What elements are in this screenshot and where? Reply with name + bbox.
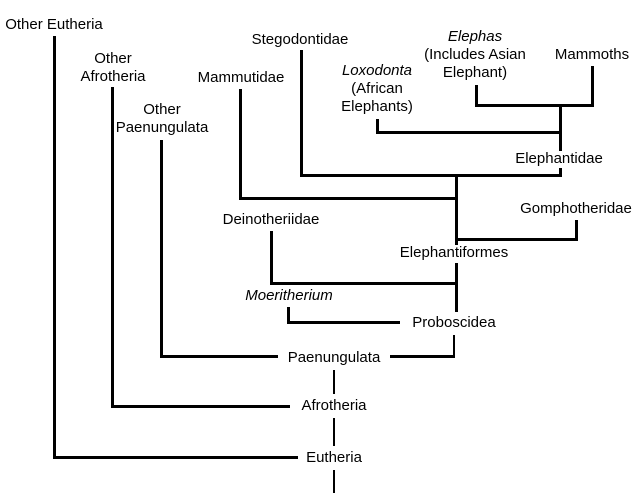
branch-afrotheria-stem <box>333 418 335 446</box>
label-other-paenungulata-text: Other <box>143 101 181 118</box>
label-gomphotheridae <box>520 200 632 218</box>
label-gomphotheridae-text: Gomphotheridae <box>520 200 632 217</box>
branch-stegodontidae <box>300 50 303 177</box>
label-elephas <box>424 28 526 82</box>
label-elephas-text: Elephant) <box>442 64 508 81</box>
branch-other-paenungulata <box>160 140 163 358</box>
label-eutheria <box>306 449 362 467</box>
label-other-afrotheria-text: Other <box>94 50 132 67</box>
connector-deinotheriidae-join <box>270 282 458 285</box>
label-other-eutheria-text: Other Eutheria <box>5 16 103 33</box>
label-afrotheria-text: Afrotheria <box>301 397 367 414</box>
label-afrotheria <box>301 397 366 415</box>
label-loxodonta-text: Elephants) <box>341 98 413 115</box>
label-moeritherium <box>245 287 333 305</box>
label-elephantidae-text: Elephantidae <box>515 150 603 167</box>
connector-afrotheria <box>111 405 290 408</box>
branch-elephantidae-crown <box>559 104 562 151</box>
label-deinotheriidae-text: Deinotheriidae <box>222 211 320 228</box>
label-elephantiformes-text: Elephantiformes <box>399 244 509 261</box>
label-proboscidea <box>412 314 495 332</box>
label-moeritherium-text: Moeritherium <box>245 287 333 304</box>
branch-other-afrotheria <box>111 87 114 408</box>
label-other-paenungulata-text: Paenungulata <box>115 119 209 136</box>
label-mammoths-text: Mammoths <box>554 46 630 63</box>
label-elephas-text: (Includes Asian <box>424 46 526 63</box>
branch-other-eutheria <box>53 36 56 459</box>
label-mammoths <box>555 46 629 64</box>
label-paenungulata-text: Paenungulata <box>287 349 381 366</box>
label-stegodontidae <box>252 31 349 49</box>
connector-elephas-mammoths <box>475 104 594 107</box>
connector-moeritherium-proboscidea <box>287 321 400 324</box>
branch-mammutidae <box>239 89 242 200</box>
branch-deinotheriidae <box>270 231 273 285</box>
label-mammutidae-text: Mammutidae <box>197 69 285 86</box>
connector-eutheria <box>53 456 298 459</box>
label-mammutidae <box>198 69 285 87</box>
label-other-afrotheria-text: Afrotheria <box>80 68 146 85</box>
connector-gomphotheridae-join <box>455 238 578 241</box>
label-loxodonta-text: Loxodonta <box>341 62 413 79</box>
connector-loxodonta-join <box>376 131 562 134</box>
connector-paenungulata-left <box>160 355 278 358</box>
label-proboscidea-text: Proboscidea <box>412 314 496 331</box>
branch-elephantimorpha-stem <box>455 174 458 245</box>
connector-stegodontidae-elephantidae <box>300 174 562 177</box>
label-loxodonta-text: (African <box>351 80 403 97</box>
label-other-afrotheria <box>80 50 145 86</box>
connector-paenungulata-right <box>390 355 455 358</box>
branch-eutheria-root <box>333 470 335 493</box>
label-deinotheriidae <box>223 211 320 229</box>
label-elephantiformes <box>400 244 508 262</box>
label-elephantidae <box>515 150 603 168</box>
branch-elephantiformes-stem <box>455 263 458 312</box>
branch-paenungulata-stem <box>333 370 335 394</box>
label-stegodontidae-text: Stegodontidae <box>251 31 349 48</box>
label-eutheria-text: Eutheria <box>306 449 362 466</box>
label-other-paenungulata <box>116 101 209 137</box>
branch-mammoths <box>591 66 594 107</box>
branch-proboscidea-stem <box>453 335 455 357</box>
label-paenungulata <box>288 349 381 367</box>
label-elephas-text: Elephas <box>447 28 503 45</box>
label-loxodonta <box>341 62 413 116</box>
connector-mammutidae-join <box>239 197 458 200</box>
label-other-eutheria <box>5 16 103 34</box>
